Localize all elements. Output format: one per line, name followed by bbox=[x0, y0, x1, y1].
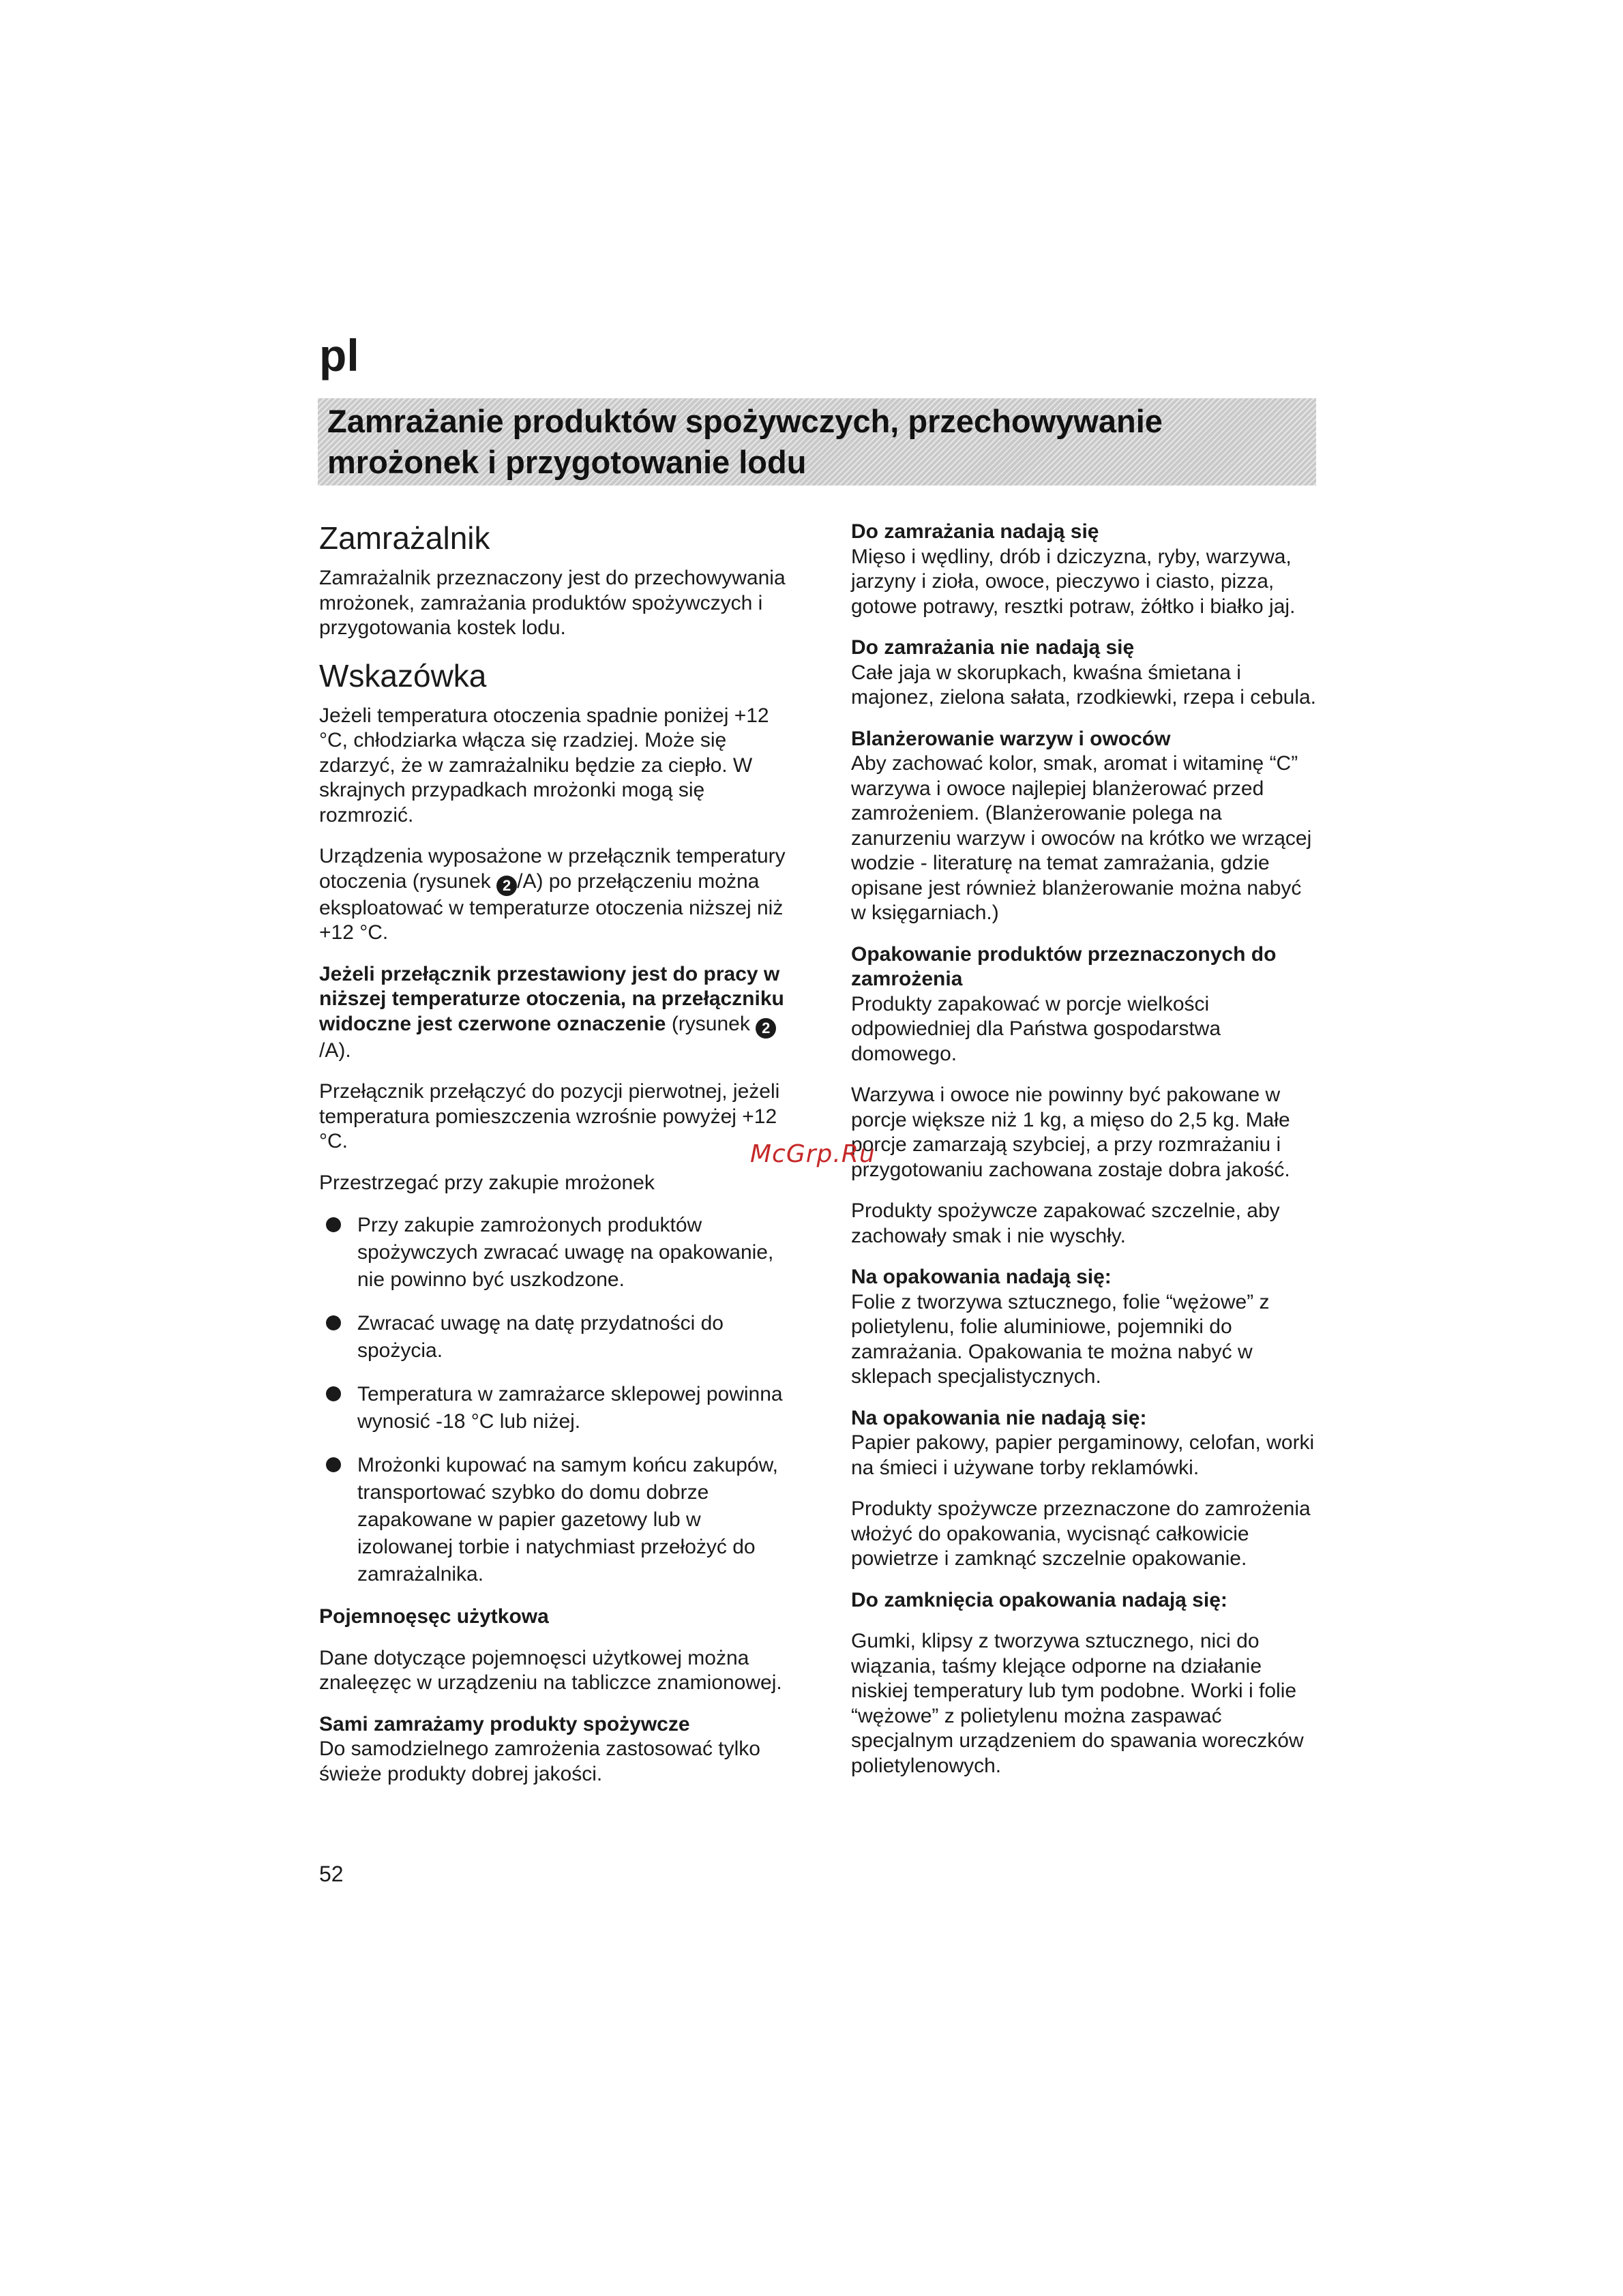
paragraph: Przełącznik przełączyć do pozycji pierwotnej, jeżeli temperatura pomieszczenia wzrośnie powyżej +12 °C. bbox=[319, 1080, 780, 1152]
list-item-text: Temperatura w zamrażarce sklepowej powinna wynosić -18 °C lub niżej. bbox=[357, 1383, 783, 1433]
section-banner bbox=[318, 398, 1316, 486]
paragraph: Przestrzegać przy zakupie mrożonek bbox=[319, 1171, 655, 1194]
list-item-text: Zwracać uwagę na datę przydatności do spożycia. bbox=[357, 1312, 724, 1362]
page-number: 52 bbox=[319, 1862, 344, 1886]
subheading: Blanżerowanie warzyw i owoców bbox=[851, 727, 1171, 750]
subheading: Do zamrażania nie nadają się bbox=[851, 636, 1135, 659]
subheading: Opakowanie produktów przeznaczonych do zamrożenia bbox=[851, 942, 1277, 990]
bullet-icon bbox=[326, 1217, 341, 1232]
bold-text: Jeżeli przełącznik przestawiony jest do pracy w niższej temperaturze otoczenia, na przełączniku widoczne jest czerwone oznaczenie bbox=[319, 962, 784, 1035]
figure-2-marker: 2 bbox=[496, 876, 517, 896]
list-item-text: Mrożonki kupować na samym końcu zakupów, transportować szybko do domu dobrze zapakowane w papier gazetowy lub w izolowanej torbie i natychmiast przełożyć do zamrażalnika. bbox=[357, 1454, 778, 1585]
subheading: Na opakowania nie nadają się: bbox=[851, 1406, 1147, 1429]
figure-2-marker: 2 bbox=[756, 1018, 776, 1039]
paragraph: Gumki, klipsy z tworzywa sztucznego, nici do wiązania, taśmy klejące odporne na działanie niskiej temperatury lub tym podobne. Worki i folie “wężowe” z polietylenu można zaspawać specjalnym urządzeniem do spawania woreczków polietylenowych. bbox=[851, 1630, 1304, 1777]
bullet-icon bbox=[326, 1386, 341, 1401]
paragraph: Produkty spożywcze przeznaczone do zamrożenia włożyć do opakowania, wycisnąć całkowicie powietrze i zamknąć szczelnie opakowanie. bbox=[851, 1497, 1311, 1570]
list-item bbox=[319, 1212, 790, 1294]
paragraph: Całe jaja w skorupkach, kwaśna śmietana i majonez, zielona sałata, rzodkiewki, rzepa i cebula. bbox=[851, 661, 1317, 709]
block-unsuitable bbox=[851, 636, 1322, 711]
paragraph: Folie z tworzywa sztucznego, folie “wężowe” z polietylenu, folie aluminiowe, pojemniki do zamrażania. Opakowania te można nabyć w sklepach specjalistycznych. bbox=[851, 1290, 1270, 1388]
block-packaging bbox=[851, 942, 1322, 1067]
text-span: /A). bbox=[319, 1039, 351, 1062]
left-column bbox=[319, 511, 790, 1803]
paragraph: Zamrażalnik przeznaczony jest do przechowywania mrożonek, zamrażania produktów spożywczych i przygotowania kostek lodu. bbox=[319, 567, 786, 639]
watermark: McGrp.Ru bbox=[750, 1140, 876, 1168]
subheading: Na opakowania nadają się: bbox=[851, 1266, 1112, 1288]
list-item bbox=[319, 1381, 790, 1435]
paragraph: Dane dotyczące pojemnoęsci użytkowej można znaleęzęc w urządzeniu na tabliczce znamionowej. bbox=[319, 1646, 782, 1694]
heading-wskazowka: Wskazówka bbox=[319, 657, 487, 694]
subheading: Do zamrażania nadają się bbox=[851, 520, 1099, 543]
text-span: /A) po przełączeniu można eksploatować w temperaturze otoczenia niższej niż +12 °C. bbox=[319, 869, 784, 944]
paragraph: Papier pakowy, papier pergaminowy, celofan, worki na śmieci i używane torby reklamówki. bbox=[851, 1431, 1315, 1479]
text-span: (rysunek bbox=[666, 1012, 756, 1035]
list-item-text: Przy zakupie zamrożonych produktów spożywczych zwracać uwagę na opakowanie, nie powinno być uszkodzone. bbox=[357, 1214, 774, 1291]
block-suitable bbox=[851, 520, 1322, 619]
bullet-list bbox=[319, 1212, 790, 1588]
heading-zamrazalnik: Zamrażalnik bbox=[319, 520, 490, 556]
paragraph-switch bbox=[319, 844, 790, 946]
block-blanching bbox=[851, 727, 1322, 926]
paragraph: Produkty zapakować w porcje wielkości odpowiedniej dla Państwa gospodarstwa domowego. bbox=[851, 992, 1221, 1065]
block-self-freezing bbox=[319, 1712, 790, 1787]
right-column bbox=[851, 520, 1322, 1795]
list-item bbox=[319, 1452, 790, 1588]
paragraph: Aby zachować kolor, smak, aromat i witaminę “C” warzywa i owoce najlepiej blanżerować przed zamrożeniem. (Blanżerowanie polega na zanurzeniu warzyw i owoców na krótko we wrzącej wodzie - literaturę na temat zamrażania, gdzie opisane jest również blanżerowanie można nabyć w księgarniach.) bbox=[851, 752, 1312, 924]
paragraph: Mięso i wędliny, drób i dziczyzna, ryby, warzywa, jarzyny i zioła, owoce, pieczywo i ciasto, pizza, gotowe potrawy, resztki potraw, żółtko i białko jaj. bbox=[851, 545, 1296, 618]
banner-title-line-2: mrożonek i przygotowanie lodu bbox=[327, 444, 807, 480]
bullet-icon bbox=[326, 1457, 341, 1472]
list-item bbox=[319, 1310, 790, 1365]
paragraph: Warzywa i owoce nie powinny być pakowane w porcje większe niż 1 kg, a mięso do 2,5 kg. Małe porcje zamarzają szybciej, a przy rozmrażaniu i przygotowaniu zachowana zostaje dobra jakość. bbox=[851, 1084, 1290, 1181]
paragraph: Produkty spożywcze zapakować szczelnie, aby zachowały smak i nie wyschły. bbox=[851, 1199, 1280, 1247]
paragraph-warning bbox=[319, 962, 790, 1064]
subheading: Do zamknięcia opakowania nadają się: bbox=[851, 1588, 1227, 1611]
block-unsuitable-packaging bbox=[851, 1406, 1322, 1481]
block-suitable-packaging bbox=[851, 1265, 1322, 1390]
subheading: Sami zamrażamy produkty spożywcze bbox=[319, 1712, 690, 1735]
banner-title-line-1: Zamrażanie produktów spożywczych, przechowywanie bbox=[327, 403, 1163, 439]
block-capacity bbox=[319, 1605, 790, 1630]
bullet-icon bbox=[326, 1315, 341, 1330]
text-span: Urządzenia wyposażone w przełącznik temperatury otoczenia (rysunek bbox=[319, 845, 786, 893]
subheading: Pojemnoęsęc użytkowa bbox=[319, 1605, 549, 1628]
paragraph: Do samodzielnego zamrożenia zastosować tylko świeże produkty dobrej jakości. bbox=[319, 1738, 760, 1785]
language-code: pl bbox=[319, 330, 359, 381]
paragraph: Jeżeli temperatura otoczenia spadnie poniżej +12 °C, chłodziarka włącza się rzadziej. Może się zdarzyć, że w zamrażalniku będzie za ciepło. W skrajnych przypadkach mrożonki mogą się rozmrozić. bbox=[319, 704, 769, 826]
